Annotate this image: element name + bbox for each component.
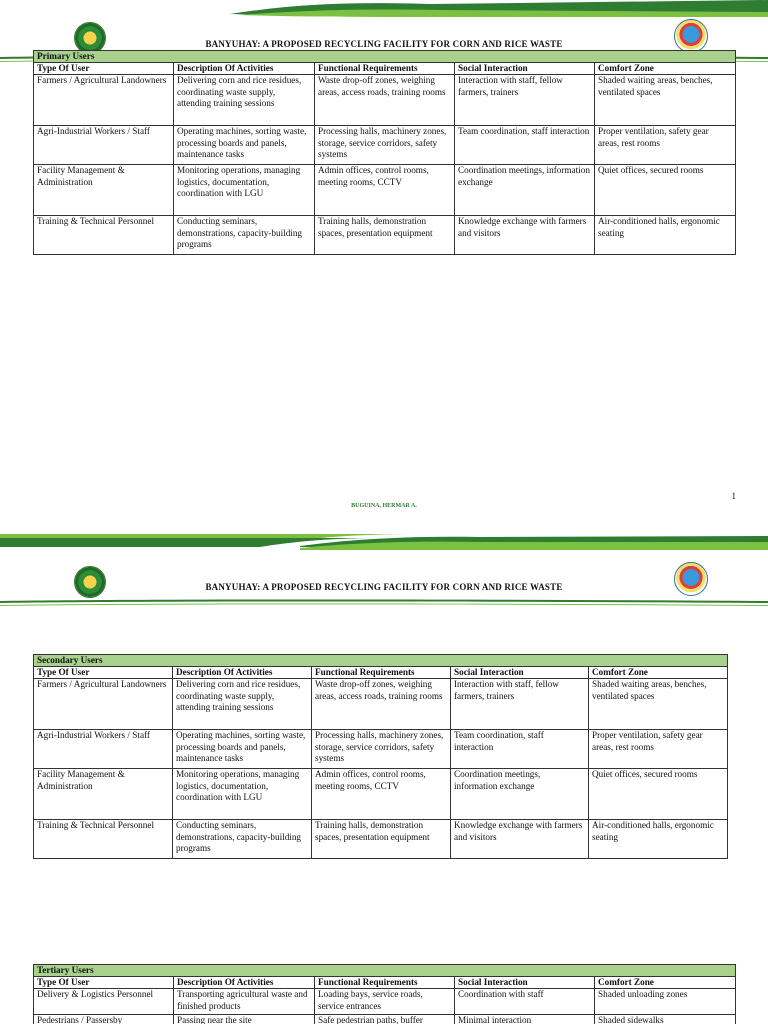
table-cell: Admin offices, control rooms, meeting rooms, CCTV <box>315 165 455 216</box>
table-group-label: Tertiary Users <box>34 965 736 977</box>
table-cell: Agri-Industrial Workers / Staff <box>34 730 173 769</box>
table-cell: Quiet offices, secured rooms <box>589 769 728 820</box>
table-row <box>34 126 736 165</box>
document-title: BANYUHAY: A PROPOSED RECYCLING FACILITY FOR CORN AND RICE WASTE <box>205 582 563 592</box>
table-group-label: Secondary Users <box>34 655 728 667</box>
column-header: Social Interaction <box>451 667 589 679</box>
table-cell: Monitoring operations, managing logistics, documentation, coordination with LGU <box>173 769 312 820</box>
table-cell: Training halls, demonstration spaces, presentation equipment <box>315 216 455 255</box>
table-cell: Proper ventilation, safety gear areas, rest rooms <box>589 730 728 769</box>
table-cell: Conducting seminars, demonstrations, capacity-building programs <box>174 216 315 255</box>
table-group-label: Primary Users <box>34 51 736 63</box>
table-cell: Shaded sidewalks <box>595 1015 736 1024</box>
table-cell: Conducting seminars, demonstrations, capacity-building programs <box>173 820 312 859</box>
header-green-band <box>0 0 768 22</box>
table-row <box>34 730 728 769</box>
table-cell: Proper ventilation, safety gear areas, rest rooms <box>595 126 736 165</box>
table-row <box>34 989 736 1015</box>
table-cell: Interaction with staff, fellow farmers, trainers <box>455 75 595 126</box>
table-cell: Delivery & Logistics Personnel <box>34 989 174 1015</box>
table-cell: Pedestrians / Passersby <box>34 1015 174 1024</box>
table-cell: Shaded waiting areas, benches, ventilated spaces <box>589 679 728 730</box>
table-cell: Delivering corn and rice residues, coordinating waste supply, attending training sessions <box>174 75 315 126</box>
table-cell: Facility Management & Administration <box>34 165 174 216</box>
table-cell: Farmers / Agricultural Landowners <box>34 679 173 730</box>
column-header: Comfort Zone <box>589 667 728 679</box>
table-cell: Processing halls, machinery zones, storage, service corridors, safety systems <box>312 730 451 769</box>
table-cell: Agri-Industrial Workers / Staff <box>34 126 174 165</box>
column-header: Type Of User <box>34 63 174 75</box>
table-cell: Training & Technical Personnel <box>34 216 174 255</box>
table-cell: Team coordination, staff interaction <box>451 730 589 769</box>
column-header: Social Interaction <box>455 977 595 989</box>
column-header: Functional Requirements <box>312 667 451 679</box>
table-row <box>34 165 736 216</box>
table-row <box>34 679 728 730</box>
table-cell: Farmers / Agricultural Landowners <box>34 75 174 126</box>
table-cell: Knowledge exchange with farmers and visitors <box>451 820 589 859</box>
table-cell: Minimal interaction <box>455 1015 595 1024</box>
table-cell: Passing near the site <box>174 1015 315 1024</box>
table-cell: Coordination meetings, information exchange <box>451 769 589 820</box>
column-header: Comfort Zone <box>595 977 736 989</box>
document-title: BANYUHAY: A PROPOSED RECYCLING FACILITY FOR CORN AND RICE WASTE <box>205 39 563 49</box>
table-cell: Air-conditioned halls, ergonomic seating <box>595 216 736 255</box>
table-cell: Monitoring operations, managing logistics, documentation, coordination with LGU <box>174 165 315 216</box>
secondary-users-table <box>33 654 728 859</box>
primary-users-table <box>33 50 736 255</box>
column-header: Description Of Activities <box>173 667 312 679</box>
footer-author: BUGUINA, HERMAR A. <box>351 503 417 509</box>
tertiary-users-table <box>33 964 736 1024</box>
table-row <box>34 216 736 255</box>
table-cell: Operating machines, sorting waste, processing boards and panels, maintenance tasks <box>173 730 312 769</box>
table-cell: Shaded unloading zones <box>595 989 736 1015</box>
table-cell: Interaction with staff, fellow farmers, trainers <box>451 679 589 730</box>
table-cell: Knowledge exchange with farmers and visitors <box>455 216 595 255</box>
table-cell: Training halls, demonstration spaces, presentation equipment <box>312 820 451 859</box>
header-rule <box>0 598 768 608</box>
column-header: Functional Requirements <box>315 63 455 75</box>
table-cell: Facility Management & Administration <box>34 769 173 820</box>
table-cell: Quiet offices, secured rooms <box>595 165 736 216</box>
table-cell: Operating machines, sorting waste, processing boards and panels, maintenance tasks <box>174 126 315 165</box>
table-row <box>34 75 736 126</box>
column-header: Social Interaction <box>455 63 595 75</box>
page-number: 1 <box>731 491 736 501</box>
table-cell: Processing halls, machinery zones, storage, service corridors, safety systems <box>315 126 455 165</box>
table-row <box>34 1015 736 1024</box>
column-header: Description Of Activities <box>174 63 315 75</box>
table-cell: Training & Technical Personnel <box>34 820 173 859</box>
table-row <box>34 769 728 820</box>
table-cell: Waste drop-off zones, weighing areas, access roads, training rooms <box>315 75 455 126</box>
column-header: Type Of User <box>34 667 173 679</box>
table-cell: Coordination with staff <box>455 989 595 1015</box>
column-header: Description Of Activities <box>174 977 315 989</box>
column-header: Functional Requirements <box>315 977 455 989</box>
table-cell: Air-conditioned halls, ergonomic seating <box>589 820 728 859</box>
table-cell: Loading bays, service roads, service entrances <box>315 989 455 1015</box>
table-cell: Admin offices, control rooms, meeting rooms, CCTV <box>312 769 451 820</box>
document-page-2 <box>0 512 768 1024</box>
table-cell: Safe pedestrian paths, buffer <box>315 1015 455 1024</box>
column-header: Comfort Zone <box>595 63 736 75</box>
table-cell: Transporting agricultural waste and finished products <box>174 989 315 1015</box>
column-header: Type Of User <box>34 977 174 989</box>
table-cell: Waste drop-off zones, weighing areas, access roads, training rooms <box>312 679 451 730</box>
table-row <box>34 820 728 859</box>
table-cell: Coordination meetings, information exchange <box>455 165 595 216</box>
table-cell: Delivering corn and rice residues, coordinating waste supply, attending training sessions <box>173 679 312 730</box>
table-cell: Team coordination, staff interaction <box>455 126 595 165</box>
table-cell: Shaded waiting areas, benches, ventilated spaces <box>595 75 736 126</box>
header-green-band <box>0 534 768 556</box>
